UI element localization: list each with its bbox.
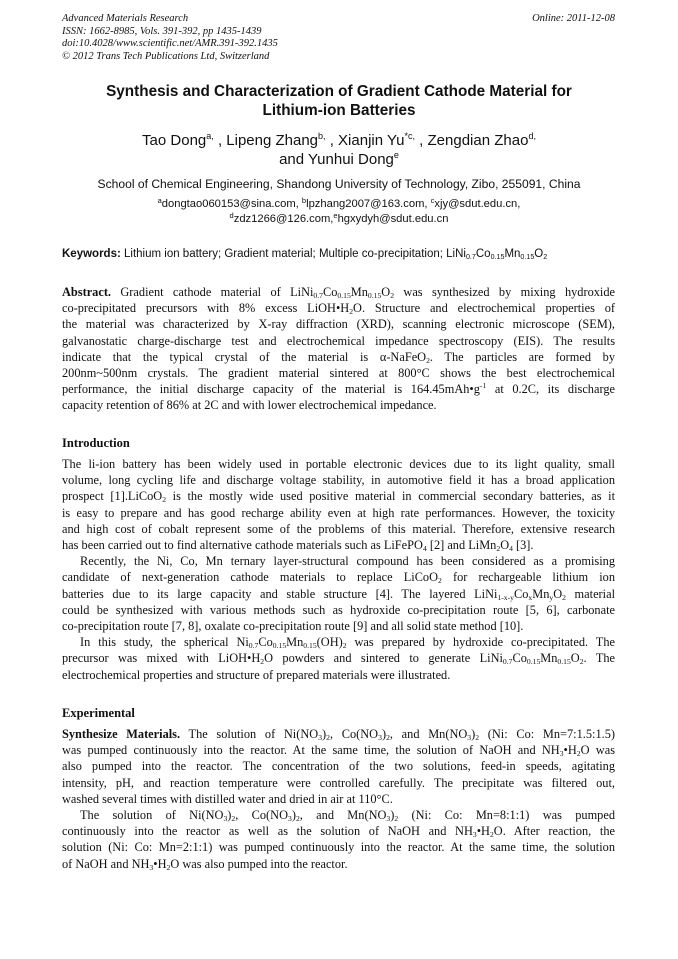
text: (OH) [316,635,343,650]
exp-line: solution (Ni: Co: Mn=2:1:1) was pumped continuously into the reactor. At the same time, the solution [62,840,615,855]
text: , Co(NO [329,727,379,741]
author-emails [62,197,616,227]
subscript: 3 [472,830,477,840]
subscript: 3 [149,862,154,872]
intro-line: could be synthesized with various methods such as hydroxide co-precipitation route [5, 6], carbonate [62,602,615,617]
synthesize-label: Synthesize Materials. [62,727,181,741]
subscript: 2 [386,733,390,742]
intro-line: electrochemical properties and structure of prepared materials were illustrated. [62,667,451,682]
intro-line: The li-ion battery has been widely used in portable electronic devices due to its light quality, small [62,457,615,471]
text: Mn [532,586,550,601]
introduction-heading: Introduction [62,436,130,450]
subscript: x [528,592,533,602]
copyright-line: © 2012 Trans Tech Publications Ltd, Switzerland [62,50,270,62]
superscript: -1 [479,381,487,391]
experimental-body [62,726,615,872]
subscript: 3 [223,814,228,824]
affiliation: School of Chemical Engineering, Shandong University of Technology, Zibo, 255091, China [97,177,581,191]
subscript: 1-x-y [497,592,514,602]
subscript: 4 [422,544,427,554]
text: O [570,651,580,666]
text: •H [476,824,490,839]
subscript: 0.7 [248,641,259,651]
text: Mn [286,635,304,650]
issn-line: ISSN: 1662-8985, Vols. 391-392, pp 1435-1439 [62,25,262,37]
text: The solution of Ni(NO [180,727,319,741]
text: batteries due to its large capacity and stable structure [4]. The layered LiNi [62,586,498,601]
text: O [381,285,391,299]
text: for rechargeable lithium ion [441,570,615,585]
text: [2] and LiMn [426,538,497,553]
email-marker: b [301,196,307,205]
subscript: 0.15 [526,657,541,667]
abstract-line: capacity retention of 86% at 2C and with lower electrochemical impedance. [62,398,437,413]
exp-line [62,807,615,823]
subscript: 0.15 [520,253,535,261]
subscript: 0.7 [502,657,513,667]
subscript: 0.15 [557,657,571,667]
text: •H [563,743,577,758]
subscript: 0.15 [303,641,317,651]
subscript: 3 [467,733,472,742]
abstract-line: galvanostatic charge-discharge test and electrochemical impedance spectroscopy (EIS). The results [62,333,615,348]
experimental-heading: Experimental [62,706,135,720]
subscript: 0.15 [367,291,382,300]
keywords-text: Lithium ion battery; Gradient material; Multiple co-precipitation; LiNi [120,248,466,260]
author-superscript: a, [206,131,214,141]
subscript: 0.15 [490,253,505,261]
subscript: 0.15 [337,291,351,300]
intro-line: and high cost of cobalt represent some of the problems of this material. Therefore, extensive research [62,521,615,536]
subscript: 3 [318,733,323,742]
text: •H [153,856,167,871]
text: , Co(NO [235,808,288,823]
subscript: 2 [231,814,236,824]
text: co-precipitated precursors with 8% excess LiOH•H [62,301,350,316]
text: has been carried out to find alternative cathode materials such as LiFePO [62,538,423,553]
formula-text: Co [475,248,491,260]
subscript: 3 [288,814,292,824]
paper-title [62,82,616,120]
email-marker: c [430,196,435,205]
text: O [553,586,563,601]
subscript: 2 [496,544,501,554]
keywords-label: Keywords: [62,248,121,260]
subscript: 2 [576,749,581,759]
subscript: 2 [426,355,430,365]
subscript: 2 [489,830,494,840]
subscript: 2 [475,733,480,742]
text: at 0.2C, its discharge [486,382,615,397]
title-line-2: Lithium-ion Batteries [262,102,416,119]
text: material [565,586,615,601]
text: Co [258,635,273,650]
email-address: hgxydyh@sdut.edu.cn [337,213,449,225]
author-superscript: *c, [404,131,416,141]
exp-line [62,856,615,872]
author-name: , Zengdian Zhao [415,132,529,149]
text: of NaOH and NH [62,856,150,871]
abstract-line [62,284,615,300]
author-list [62,131,616,169]
email-address: lpzhang2007@163.com, [306,198,431,210]
abstract-line [62,381,615,397]
subscript: 2 [260,657,265,667]
text: Gradient cathode material of LiNi [111,285,314,299]
abstract [62,284,615,414]
text: ) [227,808,232,823]
email-marker: a [157,196,162,205]
keywords [62,247,616,262]
intro-line: Recently, the Ni, Co, Mn ternary layer-structural compound has been considered as a promising [80,554,615,569]
subscript: 2 [579,657,584,667]
subscript: 2 [342,641,347,651]
text: is the mostly wide used positive material in commercial secondary batteries, as it [166,489,615,504]
subscript: 3 [378,733,382,742]
online-date: Online: 2011-12-08 [532,13,615,24]
text: candidate of next-generation cathode materials to replace LiCoO [62,570,439,585]
author-name: , Xianjin Yu [325,132,405,149]
subscript: y [549,592,554,602]
text: was synthesized by mixing hydroxide [394,285,615,299]
text: O was also pumped into the reactor. [170,856,348,871]
intro-line [62,537,615,553]
text: O. Structure and electrochemical properties of [353,301,615,316]
introduction-body [62,456,615,683]
abstract-line [62,349,615,365]
subscript: 2 [326,733,330,742]
text: indicate that the typical crystal of the material is α-NaFeO [62,349,427,364]
exp-line: intensity, pH, and reaction temperature were controlled carefully. The precipitate was filtered out, [62,775,615,790]
intro-line [62,569,615,585]
text: Co [514,586,529,601]
text: . The [583,651,615,666]
abstract-line [62,300,615,316]
subscript: 2 [562,592,566,602]
author-superscript: b, [318,131,326,141]
text: ) [390,808,395,823]
exp-line [62,823,615,839]
text: ) [322,727,327,741]
exp-line: washed several times with distilled water and dried in air at 110°C. [62,791,393,806]
text: Mn [540,651,558,666]
subscript: 2 [349,307,354,317]
text: [3]. [512,538,534,553]
emails-line-1 [62,197,616,212]
author-name: Tao Dong [142,132,207,149]
text: , and Mn(NO [389,727,468,741]
subscript: 0.15 [272,641,287,651]
subscript: 2 [438,576,442,586]
subscript: 2 [166,862,171,872]
subscript: 2 [295,814,300,824]
text: ) [291,808,296,823]
text: In this study, the spherical Ni [80,635,249,650]
intro-line: volume, long cycling life and discharge voltage stability, in automotive field it has a broad application [62,473,615,488]
intro-line [62,586,615,602]
email-marker: e [333,211,338,220]
authors-line-1 [62,131,616,150]
intro-line [62,650,615,666]
text: . The particles are formed by [429,349,615,364]
email-address: dongtao060153@sina.com, [161,198,302,210]
text: O powders and sintered to generate LiNi [264,651,503,666]
text: ) [381,727,387,741]
text: continuously into the reactor as well as the solution of NaOH and NH [62,824,473,839]
authors-line-2 [62,150,616,169]
subscript: 4 [509,544,513,554]
intro-line [62,488,615,504]
text: precursor was mixed with LiOH•H [62,651,261,666]
text: performance, the initial discharge capacity of the material is 164.45mAh•g [62,382,480,397]
text: Co [322,285,338,299]
subscript: 2 [543,253,548,261]
subscript: 3 [559,749,564,759]
formula-text: O [534,248,544,260]
author-superscript: d, [528,131,536,141]
text: (Ni: Co: Mn=8:1:1) was pumped [398,808,615,823]
subscript: 0.7 [313,291,323,300]
formula-text: Mn [504,248,521,260]
subscript: 2 [390,291,395,300]
text: Mn [350,285,368,299]
subscript: 2 [162,495,167,505]
text: prospect [1].LiCoO [62,489,163,504]
text: (Ni: Co: Mn=7:1.5:1.5) [479,727,615,741]
abstract-line: the material was characterized by X-ray diffraction (XRD), scanning electronic microscope (SEM), [62,317,615,332]
author-name: , Lipeng Zhang [213,132,319,149]
emails-line-2 [62,212,616,227]
doi-line: doi:10.4028/www.scientific.net/AMR.391-392.1435 [62,38,278,49]
text: was prepared by hydroxide co-precipitated. The [346,635,615,650]
intro-line [62,634,615,650]
text: was pumped continuously into the reactor. At the same time, the solution of NaOH and NH [62,743,560,758]
abstract-line: 200nm~500nm crystals. The gradient material sintered at 800°C shows the best electrochemical [62,366,615,381]
subscript: 3 [386,814,391,824]
text: , and Mn(NO [299,808,387,823]
journal-name: Advanced Materials Research [62,13,189,24]
journal-header [62,13,462,63]
intro-line: is easy to prepare and has good recharge ability even at high rate performances. However, the toxicity [62,505,615,520]
text: O [500,538,510,553]
author-name: and Yunhui Dong [279,151,394,168]
email-marker: d [229,211,234,220]
email-address: zdz1266@126.com, [233,213,334,225]
subscript: 2 [394,814,399,824]
author-superscript: e [393,150,399,160]
title-line-1: Synthesis and Characterization of Gradient Cathode Material for [106,83,572,100]
text: O. After reaction, the [493,824,615,839]
intro-line: co-precipitation route [7, 8], oxalate co-precipitation route [9] and all solid state method [10]. [62,619,524,634]
text: Co [512,651,527,666]
text: ) [471,727,476,741]
exp-line: also pumped into the reactor. The concentration of the two solutions, feed-in speeds, agitating [62,759,615,774]
text: O was [580,743,615,758]
exp-line [62,726,615,742]
exp-line [62,742,615,758]
abstract-label: Abstract. [62,285,112,299]
text: The solution of Ni(NO [80,808,224,823]
subscript: 0.7 [465,253,476,261]
email-address: xjy@sdut.edu.cn, [434,198,521,210]
